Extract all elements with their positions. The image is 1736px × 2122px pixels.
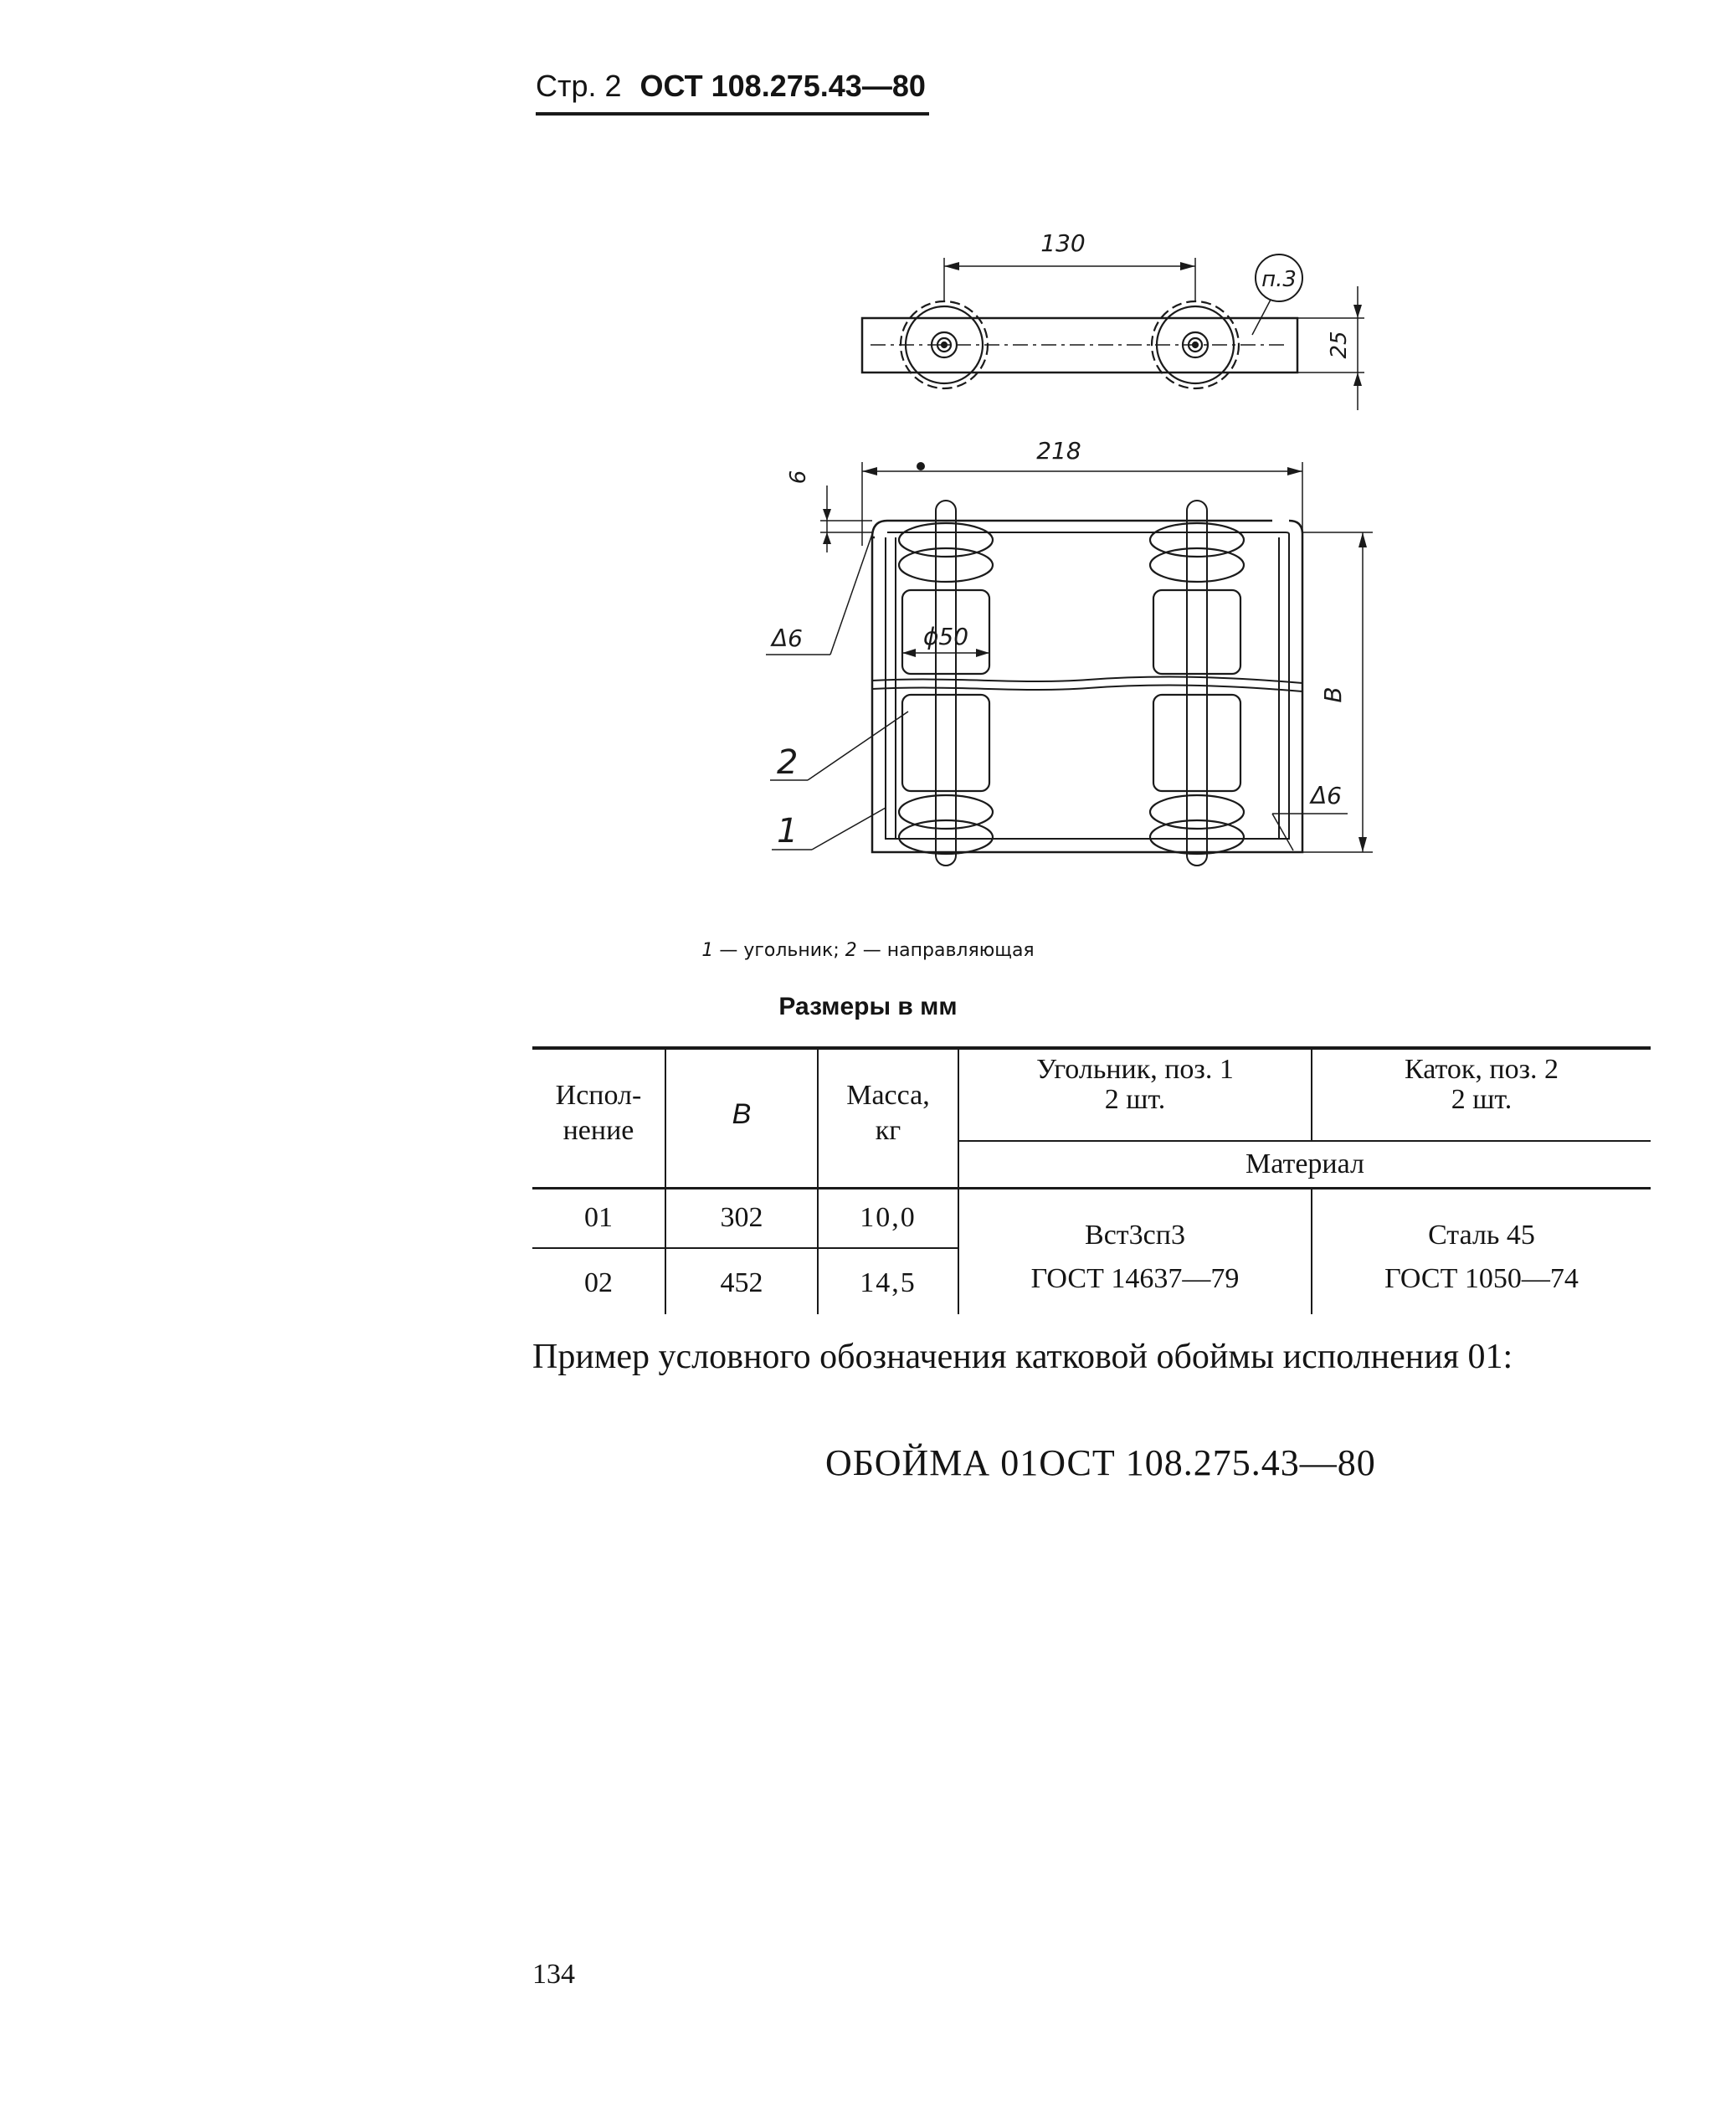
- table-subheader-rule: [958, 1140, 1651, 1142]
- header-angle: Угольник, поз. 1 2 шт.: [1036, 1054, 1234, 1115]
- standard-code: ОСТ 108.275.43—80: [639, 69, 926, 103]
- weld-right: Δ6: [1311, 782, 1342, 809]
- dimensions-table: [532, 1046, 1651, 1323]
- caption-text-2: — направляющая: [856, 940, 1035, 961]
- row2-execution: 02: [584, 1267, 613, 1298]
- dim-130: 130: [1040, 229, 1086, 257]
- example-paragraph: Пример условного обозначения катковой обоймы исполнения 01:: [532, 1338, 1513, 1376]
- table-header-rule: [532, 1187, 1651, 1189]
- row2-mass: 14,5: [860, 1267, 917, 1298]
- dim-B: В: [1319, 686, 1347, 703]
- table-row-rule: [532, 1247, 958, 1249]
- dim-diameter: ϕ50: [922, 623, 969, 650]
- callout-p3: п.3: [1261, 267, 1297, 292]
- page-label: Стр. 2: [536, 69, 622, 103]
- figure-caption: [0, 940, 1736, 961]
- header-execution: Испол- нение: [555, 1080, 642, 1146]
- page-number: 134: [532, 1959, 575, 1990]
- header-mass: Масса, кг: [846, 1080, 930, 1146]
- caption-num-2: 2: [845, 940, 857, 961]
- table-top-rule: [532, 1046, 1651, 1050]
- technical-drawing: [753, 218, 1406, 904]
- designation-example: ОБОЙМА 01ОСТ 108.275.43—80: [825, 1442, 1376, 1483]
- roller-material: Сталь 45 ГОСТ 1050—74: [1384, 1220, 1579, 1294]
- pos-1-label: 1: [777, 812, 799, 850]
- dim-25: 25: [1327, 331, 1352, 359]
- row2-B: 452: [720, 1267, 763, 1298]
- page-header: [536, 69, 929, 117]
- caption-num-1: 1: [701, 940, 714, 961]
- weld-left: Δ6: [772, 624, 803, 652]
- angle-material: Вст3сп3 ГОСТ 14637—79: [1030, 1220, 1240, 1294]
- header-roller: Каток, поз. 2 2 шт.: [1405, 1054, 1559, 1115]
- dim-6: 6: [786, 470, 811, 485]
- header-material: Материал: [1246, 1148, 1364, 1179]
- header-B: В: [732, 1098, 752, 1130]
- pos-2-label: 2: [777, 743, 799, 782]
- sizes-title: Размеры в мм: [778, 993, 958, 1020]
- row1-execution: 01: [584, 1202, 613, 1233]
- row1-B: 302: [720, 1202, 763, 1233]
- dim-218: 218: [1036, 437, 1081, 465]
- header-rule: [536, 112, 929, 116]
- row1-mass: 10,0: [860, 1202, 917, 1233]
- caption-text-1: — угольник;: [713, 940, 845, 961]
- front-view: [766, 462, 1373, 866]
